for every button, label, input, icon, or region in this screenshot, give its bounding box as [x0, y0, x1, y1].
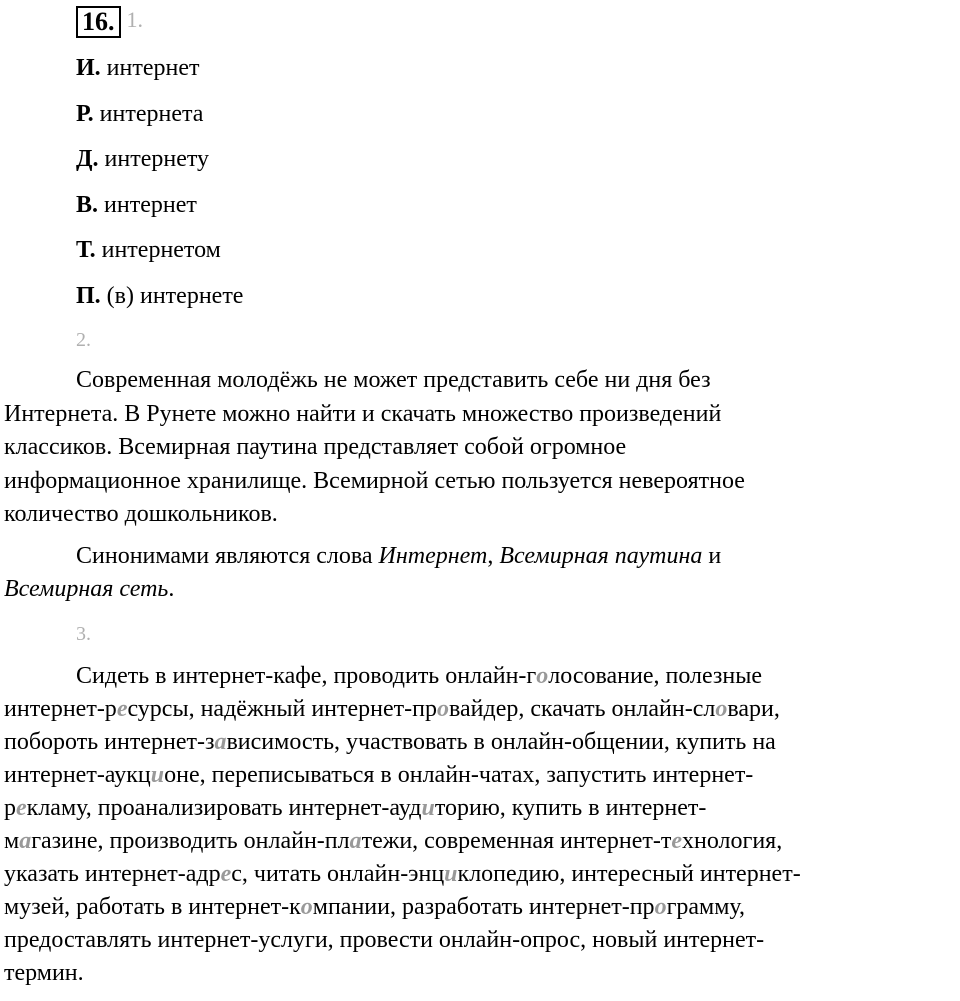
- case-abbr: Д.: [76, 146, 99, 172]
- synonym-term: Всемирная сеть: [4, 576, 169, 602]
- highlighted-letter: е: [220, 861, 232, 887]
- separator: .: [168, 576, 175, 602]
- text-segment: с, читать онлайн-энц: [231, 861, 445, 887]
- text-segment: вайдер, скачать онлайн-сл: [448, 696, 716, 722]
- highlighted-letter: о: [654, 894, 667, 920]
- highlighted-letter: а: [214, 729, 227, 755]
- highlighted-letter: и: [444, 861, 458, 887]
- highlighted-letter: о: [436, 696, 449, 722]
- case-word: (в) интернете: [106, 282, 244, 309]
- case-abbr: Т.: [76, 237, 96, 263]
- highlighted-letter: а: [349, 828, 362, 854]
- part3-label: 3.: [76, 623, 91, 645]
- case-row: [76, 96, 876, 142]
- part1-label: 1.: [126, 7, 143, 32]
- synonym-term: Всемирная паутина: [499, 543, 703, 569]
- text-segment: кламу, проанализировать интернет-ауд: [26, 795, 422, 821]
- synonyms-prefix: Синонимами являются слова: [76, 543, 379, 569]
- case-word: интернетом: [101, 237, 221, 263]
- separator: ,: [487, 543, 500, 569]
- part2-paragraph: Современная молодёжь не может представить себе ни дня без Интернета. В Рунете можно найти и скачать множество произведений классиков. Всемирная паутина представляет собой огромное информационное хранилище. Всемирной сетью пользуется невероятное количество дошкольников.: [4, 367, 745, 527]
- highlighted-letter: а: [19, 828, 32, 854]
- text-segment: мпании, разработать интернет-пр: [312, 894, 655, 920]
- highlighted-letter: е: [671, 828, 682, 854]
- text-segment: оне, переписываться в онлайн-чатах, запустить интернет- р: [4, 762, 754, 821]
- case-abbr: И.: [76, 55, 101, 81]
- highlighted-letter: о: [536, 663, 549, 689]
- case-abbr: Р.: [76, 100, 94, 127]
- case-abbr: В.: [76, 191, 99, 218]
- separator: и: [702, 543, 722, 569]
- case-row: [76, 50, 876, 96]
- case-word: интернету: [104, 146, 210, 172]
- highlighted-letter: и: [150, 762, 165, 788]
- case-row: [76, 278, 876, 324]
- highlighted-letter: е: [16, 795, 27, 821]
- highlighted-letter: и: [421, 795, 435, 821]
- part2-label: 2.: [76, 329, 91, 351]
- part3-paragraph: [4, 660, 954, 990]
- exercise-number: 16.: [76, 6, 121, 38]
- text-segment: лосование, полезные интернет-р: [4, 663, 763, 722]
- text-segment: торию, купить в интернет- м: [4, 795, 707, 854]
- synonyms-paragraph: [4, 540, 954, 606]
- synonym-term: Интернет: [378, 543, 488, 569]
- text-segment: вари, побороть интернет-з: [4, 696, 780, 755]
- case-word: интернета: [99, 100, 204, 127]
- text-segment: грамму, предоставлять интернет-услуги, провести онлайн-опрос, новый интернет- термин.: [4, 894, 765, 986]
- text-segment: тежи, современная интернет-т: [361, 828, 672, 854]
- text-segment: сурсы, надёжный интернет-пр: [127, 696, 437, 722]
- case-abbr: П.: [76, 282, 101, 309]
- highlighted-letter: о: [300, 894, 313, 920]
- exercise-header: [76, 6, 143, 40]
- highlighted-letter: о: [715, 696, 728, 722]
- highlighted-letter: е: [116, 696, 128, 722]
- case-word: интернет: [104, 191, 197, 218]
- text-segment: клопедию, интересный интернет- музей, работать в интернет-к: [4, 861, 801, 920]
- declension-list: [76, 50, 876, 323]
- text-segment: хнология, указать интернет-адр: [4, 828, 783, 887]
- text-segment: газине, производить онлайн-пл: [31, 828, 350, 854]
- case-row: [76, 187, 876, 233]
- case-word: интернет: [106, 55, 200, 81]
- case-row: [76, 232, 876, 278]
- text-segment: Сидеть в интернет-кафе, проводить онлайн-г: [76, 663, 537, 689]
- text-segment: висимость, участвовать в онлайн-общении, купить на интернет-аукц: [4, 729, 776, 788]
- case-row: [76, 141, 876, 187]
